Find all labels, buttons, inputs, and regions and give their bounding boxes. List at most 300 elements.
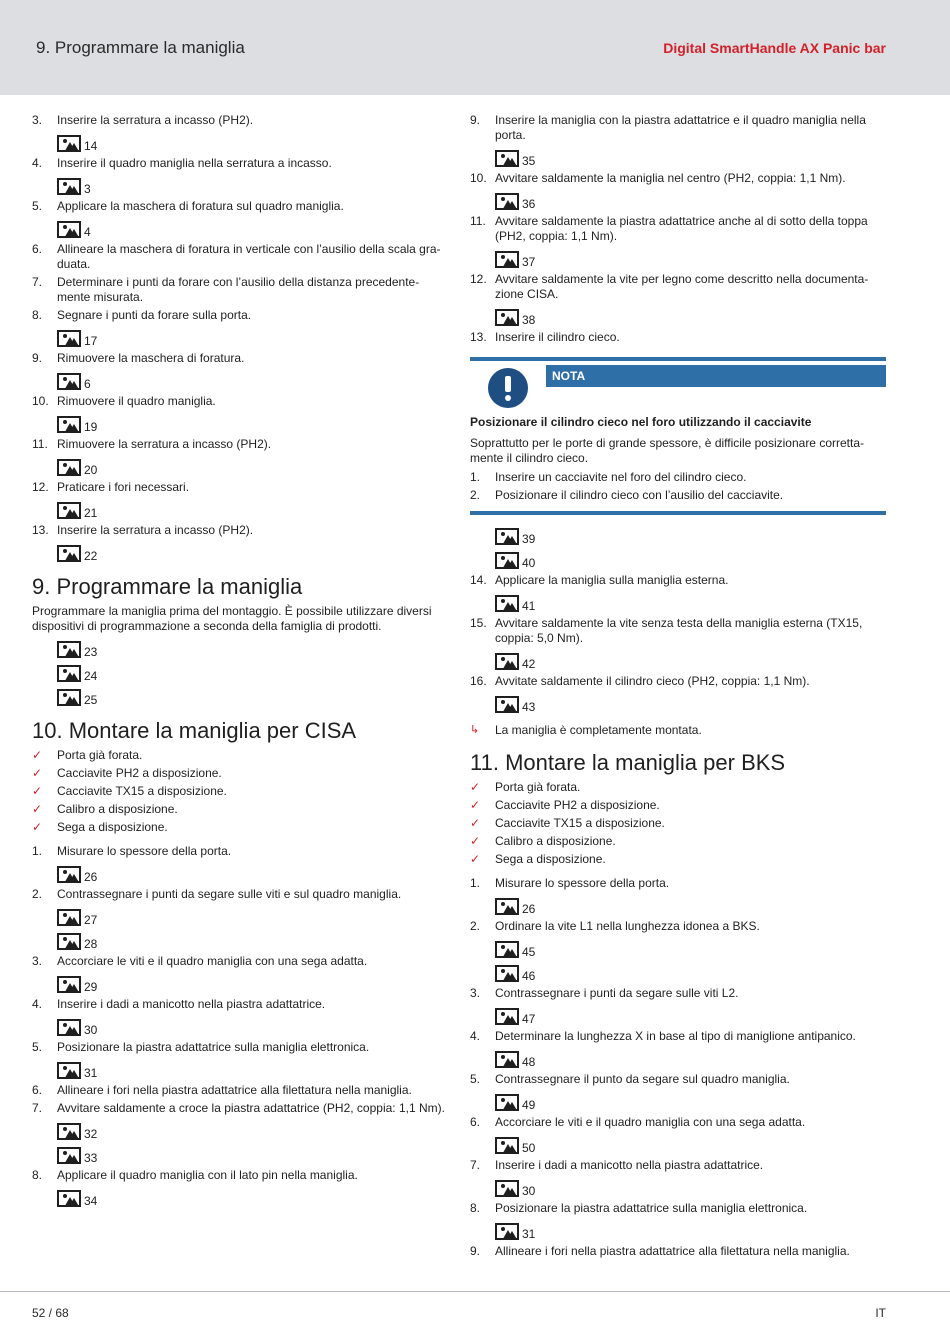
figure-number: 25 [84,693,98,707]
figure-number: 46 [522,969,536,983]
step-text: Rimuovere la maschera di foratura. [57,351,245,365]
footer-divider [0,1291,950,1292]
figure-number: 48 [522,1055,536,1069]
step-text: Allineare i fori nella piastra adattatrice alla filettatura nella maniglia. [495,1244,850,1258]
image-icon [57,1019,81,1036]
step-number: 6. [32,1083,43,1097]
image-icon-mountain-small [68,649,80,658]
image-icon-mountain-small [506,1016,518,1025]
image-icon [495,1137,519,1154]
checkmark-icon: ✓ [32,766,43,780]
image-icon-mountain-small [506,259,518,268]
checkmark-icon: ✓ [32,784,43,798]
figure-reference [57,662,450,682]
step-text: Applicare il quadro maniglia con il lato pin nella maniglia. [57,1168,358,1182]
checklist-item [470,780,886,795]
image-icon [495,193,519,210]
section-heading: 11. Montare la maniglia per BKS [470,750,786,775]
figure-reference [57,499,450,519]
step-text: Inserire i dadi a manicotto nella piastra adattatrice. [495,1158,764,1172]
image-icon [57,221,81,238]
step-number: 12. [470,272,487,286]
step-item [32,242,450,272]
note-header [470,365,886,413]
step-number: 13. [32,523,49,537]
note-end-rule [470,511,886,515]
figure-reference [57,973,450,993]
step-item [470,470,886,485]
image-icon [57,1123,81,1140]
image-icon-mountain-small [506,661,518,670]
step-number: 1. [32,844,43,858]
image-icon-mountain-small [506,158,518,167]
figure-number: 17 [84,334,98,348]
step-item [470,919,886,934]
step-number: 7. [32,1101,43,1115]
checklist-text: Sega a disposizione. [495,852,606,866]
image-icon [57,178,81,195]
note-box [470,357,886,515]
figure-number: 19 [84,420,98,434]
arrow-result-icon: ↳ [470,724,480,736]
note-paragraph: Soprattutto per le porte di grande spessore, è difficile posizionare corretta-mente il cilindro cieco. [470,436,864,465]
image-icon-mountain-small [506,603,518,612]
figure-number: 4 [84,225,91,239]
checklist-text: Cacciavite PH2 a disposizione. [57,766,222,780]
figure-number: 43 [522,700,536,714]
figure-number: 26 [84,870,98,884]
figure-reference [57,370,450,390]
image-icon [57,866,81,883]
figure-number: 26 [522,902,536,916]
step-number: 13. [470,330,487,344]
checkmark-icon: ✓ [32,802,43,816]
right-column [470,113,886,1262]
image-icon [495,965,519,982]
step-item [470,1115,886,1130]
figure-number: 31 [522,1227,536,1241]
step-number: 7. [470,1158,481,1172]
checklist-item [470,798,886,813]
result-item [470,723,886,738]
image-icon-mountain-small [68,467,80,476]
image-icon [57,502,81,519]
checkmark-icon: ✓ [32,820,43,834]
image-icon-mountain-small [68,424,80,433]
step-number: 9. [470,113,481,127]
note-label: NOTA [546,365,886,387]
step-text: Misurare lo spessore della porta. [57,844,232,858]
checkmark-icon: ✓ [470,852,481,866]
checkmark-icon: ✓ [470,834,481,848]
step-item [470,113,886,143]
figure-number: 24 [84,669,98,683]
figure-number: 14 [84,139,98,153]
step-text: Posizionare il cilindro cieco con l’ausilio del cacciavite. [495,488,784,502]
image-icon [495,251,519,268]
step-number: 10. [32,394,49,408]
step-text: Applicare la maniglia sulla maniglia esterna. [495,573,729,587]
step-item [32,997,450,1012]
step-number: 2. [470,919,481,933]
figure-number: 30 [522,1184,536,1198]
language-code: IT [875,1306,886,1320]
step-text: Avvitare saldamente la vite per legno come descritto nella documenta-zione CISA. [495,272,869,301]
step-number: 15. [470,616,487,630]
image-icon [495,1051,519,1068]
image-icon [495,941,519,958]
step-number: 8. [32,308,43,322]
image-icon-mountain-small [506,949,518,958]
image-icon [57,1190,81,1207]
figure-reference [57,1059,450,1079]
step-text: Inserire la serratura a incasso (PH2). [57,113,254,127]
step-text: Contrassegnare i punti da segare sulle viti L2. [495,986,739,1000]
image-icon [57,689,81,706]
image-icon [495,595,519,612]
image-icon [57,459,81,476]
image-icon [495,1008,519,1025]
step-number: 4. [32,156,43,170]
step-item [32,523,450,538]
image-icon-mountain-small [68,673,80,682]
step-item [470,1029,886,1044]
image-icon-mountain-small [68,510,80,519]
figure-number: 31 [84,1066,98,1080]
step-text: Accorciare le viti e il quadro maniglia con una sega adatta. [495,1115,806,1129]
image-icon [57,933,81,950]
step-number: 3. [32,113,43,127]
step-item [470,1072,886,1087]
figure-reference [57,413,450,433]
exclamation-icon [488,368,528,408]
figure-reference [495,693,886,713]
figure-reference [495,592,886,612]
figure-reference [57,1120,450,1140]
image-icon-mountain-small [506,1231,518,1240]
step-text: Allineare la maschera di foratura in verticale con l’ausilio della scala gra-duata. [57,242,441,271]
figure-reference [495,1005,886,1025]
image-icon-mountain-small [68,143,80,152]
step-number: 5. [32,1040,43,1054]
figure-reference [495,1134,886,1154]
image-icon-mountain-small [506,560,518,569]
step-item [470,1158,886,1173]
step-item [32,844,450,859]
figure-number: 29 [84,980,98,994]
image-icon-mountain-small [68,1198,80,1207]
figure-number: 49 [522,1098,536,1112]
image-icon-mountain-small [506,973,518,982]
image-icon [57,373,81,390]
checklist-text: Sega a disposizione. [57,820,168,834]
step-item [470,171,886,186]
image-icon [495,528,519,545]
step-item [32,113,450,128]
image-icon-mountain-small [506,201,518,210]
exclamation-dot [505,395,511,401]
step-text: Applicare la maschera di foratura sul quadro maniglia. [57,199,344,213]
step-item [470,616,886,646]
header-product-title: Digital SmartHandle AX Panic bar [663,40,886,56]
step-text: Avvitate saldamente il cilindro cieco (PH2, coppia: 1,1 Nm). [495,674,810,688]
step-text: Determinare la lunghezza X in base al tipo di maniglione antipanico. [495,1029,856,1043]
step-item [32,1083,450,1098]
step-item [470,1201,886,1216]
step-number: 11. [470,214,486,228]
step-text: Avvitare saldamente a croce la piastra adattatrice (PH2, coppia: 1,1 Nm). [57,1101,445,1115]
image-icon [57,1147,81,1164]
step-text: Inserire la serratura a incasso (PH2). [57,523,254,537]
checklist-item [470,816,886,831]
step-number: 2. [32,887,43,901]
figure-number: 23 [84,645,98,659]
figure-reference [495,190,886,210]
step-item [32,437,450,452]
figure-reference [57,930,450,950]
step-text: Allineare i fori nella piastra adattatrice alla filettatura nella maniglia. [57,1083,412,1097]
checklist-text: Calibro a disposizione. [495,834,616,848]
step-text: Segnare i punti da forare sulla porta. [57,308,252,322]
step-text: Ordinare la vite L1 nella lunghezza idonea a BKS. [495,919,760,933]
figure-number: 21 [84,506,98,520]
step-number: 8. [32,1168,43,1182]
step-number: 8. [470,1201,481,1215]
figure-reference [495,962,886,982]
step-number: 14. [470,573,487,587]
image-icon-mountain-small [506,536,518,545]
checklist-item [32,820,450,835]
figure-reference [495,650,886,670]
checklist-text: Cacciavite PH2 a disposizione. [495,798,660,812]
step-text: Inserire il cilindro cieco. [495,330,620,344]
step-number: 6. [32,242,43,256]
step-text: Determinare i punti da forare con l’ausilio della distanza precedente-mente misurata. [57,275,420,304]
image-icon [57,665,81,682]
figure-reference [57,686,450,706]
figure-number: 36 [522,197,536,211]
image-icon [495,309,519,326]
figure-number: 50 [522,1141,536,1155]
image-icon-mountain-small [68,381,80,390]
checklist-item [32,784,450,799]
figure-reference [57,638,450,658]
figure-reference [495,549,886,569]
step-item [470,488,886,503]
checkmark-icon: ✓ [470,798,481,812]
step-text: Inserire un cacciavite nel foro del cilindro cieco. [495,470,747,484]
figure-number: 6 [84,377,91,391]
checkmark-icon: ✓ [470,816,481,830]
figure-number: 41 [522,599,536,613]
figure-number: 30 [84,1023,98,1037]
step-number: 5. [32,199,43,213]
figure-reference [57,1144,450,1164]
step-number: 5. [470,1072,481,1086]
page-number: 52 / 68 [32,1306,69,1320]
step-text: Posizionare la piastra adattatrice sulla maniglia elettronica. [495,1201,808,1215]
step-number: 3. [470,986,481,1000]
image-icon [57,1062,81,1079]
step-item [32,954,450,969]
step-text: Avvitare saldamente la maniglia nel centro (PH2, coppia: 1,1 Nm). [495,171,846,185]
image-icon-mountain-small [68,697,80,706]
step-text: Praticare i fori necessari. [57,480,190,494]
step-item [32,887,450,902]
step-item [32,156,450,171]
figure-number: 35 [522,154,536,168]
figure-reference [57,542,450,562]
image-icon [57,135,81,152]
image-icon-mountain-small [68,1070,80,1079]
figure-number: 38 [522,313,536,327]
figure-number: 32 [84,1127,98,1141]
step-number: 1. [470,876,481,890]
exclamation-bar [505,376,511,392]
image-icon-mountain-small [68,1155,80,1164]
image-icon [57,909,81,926]
figure-number: 37 [522,255,536,269]
step-text: Accorciare le viti e il quadro maniglia con una sega adatta. [57,954,368,968]
step-item [470,573,886,588]
image-icon-mountain-small [68,984,80,993]
image-icon-mountain-small [68,941,80,950]
step-item [32,1040,450,1055]
figure-reference [495,1177,886,1197]
figure-number: 34 [84,1194,98,1208]
image-icon [57,641,81,658]
step-number: 12. [32,480,49,494]
figure-reference [495,147,886,167]
image-icon-mountain-small [68,186,80,195]
step-item [470,214,886,244]
step-text: Inserire i dadi a manicotto nella piastra adattatrice. [57,997,326,1011]
image-icon-mountain-small [506,1059,518,1068]
figure-number: 3 [84,182,91,196]
figure-number: 28 [84,937,98,951]
image-icon [495,898,519,915]
image-icon-mountain-small [506,317,518,326]
checklist-text: Porta già forata. [495,780,581,794]
header-section-title: 9. Programmare la maniglia [36,38,245,57]
image-icon [495,150,519,167]
figure-reference [495,525,886,545]
checklist-text: Cacciavite TX15 a disposizione. [495,816,665,830]
image-icon-mountain-small [68,874,80,883]
left-column [32,113,450,1211]
step-item [32,351,450,366]
figure-number: 22 [84,549,98,563]
step-item [470,272,886,302]
figure-number: 20 [84,463,98,477]
step-number: 9. [32,351,43,365]
figure-number: 39 [522,532,536,546]
image-icon-mountain-small [68,1027,80,1036]
image-icon-mountain-small [68,1131,80,1140]
step-number: 4. [470,1029,481,1043]
image-icon [495,1180,519,1197]
step-text: Contrassegnare il punto da segare sul quadro maniglia. [495,1072,790,1086]
figure-reference [495,248,886,268]
step-item [470,330,886,345]
step-text: Inserire la maniglia con la piastra adattatrice e il quadro maniglia nella porta. [495,113,866,142]
section-heading: 9. Programmare la maniglia [32,574,303,599]
step-item [470,876,886,891]
checklist-item [32,748,450,763]
step-item [32,480,450,495]
step-number: 9. [470,1244,481,1258]
image-icon-mountain-small [506,1145,518,1154]
figure-number: 27 [84,913,98,927]
checklist-item [32,766,450,781]
image-icon [495,696,519,713]
figure-number: 40 [522,556,536,570]
image-icon [495,1223,519,1240]
image-icon [57,416,81,433]
step-text: Inserire il quadro maniglia nella serratura a incasso. [57,156,332,170]
image-icon [495,653,519,670]
image-icon-mountain-small [68,229,80,238]
image-icon [57,330,81,347]
step-item [32,308,450,323]
figure-number: 45 [522,945,536,959]
image-icon [57,976,81,993]
figure-reference [495,895,886,915]
section-paragraph: Programmare la maniglia prima del montaggio. È possibile utilizzare diversi dispositivi di programmazione a seconda della famiglia di prodotti. [32,604,432,633]
step-item [470,674,886,689]
step-text: Contrassegnare i punti da segare sulle viti e sul quadro maniglia. [57,887,402,901]
image-icon-mountain-small [506,1102,518,1111]
step-text: Rimuovere il quadro maniglia. [57,394,216,408]
checkmark-icon: ✓ [470,780,481,794]
checklist-text: Cacciavite TX15 a disposizione. [57,784,227,798]
figure-reference [495,938,886,958]
step-number: 4. [32,997,43,1011]
note-title: Posizionare il cilindro cieco nel foro utilizzando il cacciavite [470,415,812,429]
figure-reference [57,218,450,238]
figure-reference [57,132,450,152]
figure-reference [57,175,450,195]
image-icon-mountain-small [68,338,80,347]
figure-number: 33 [84,1151,98,1165]
image-icon-mountain-small [506,704,518,713]
figure-reference [495,1048,886,1068]
figure-reference [495,1091,886,1111]
figure-reference [57,327,450,347]
step-number: 3. [32,954,43,968]
result-text: La maniglia è completamente montata. [495,723,702,737]
checklist-text: Calibro a disposizione. [57,802,178,816]
step-item [32,199,450,214]
step-item [32,394,450,409]
step-number: 2. [470,488,481,502]
step-number: 10. [470,171,487,185]
image-icon-mountain-small [68,553,80,562]
step-item [32,1101,450,1116]
checklist-item [32,802,450,817]
figure-reference [57,1016,450,1036]
step-number: 7. [32,275,43,289]
page-header [0,0,950,95]
step-item [32,275,450,305]
step-text: Avvitare saldamente la vite senza testa della maniglia esterna (TX15, coppia: 5,0 Nm). [495,616,863,645]
step-item [32,1168,450,1183]
section-heading: 10. Montare la maniglia per CISA [32,718,357,743]
step-text: Posizionare la piastra adattatrice sulla maniglia elettronica. [57,1040,370,1054]
figure-reference [495,1220,886,1240]
checklist-item [470,834,886,849]
figure-reference [57,1187,450,1207]
